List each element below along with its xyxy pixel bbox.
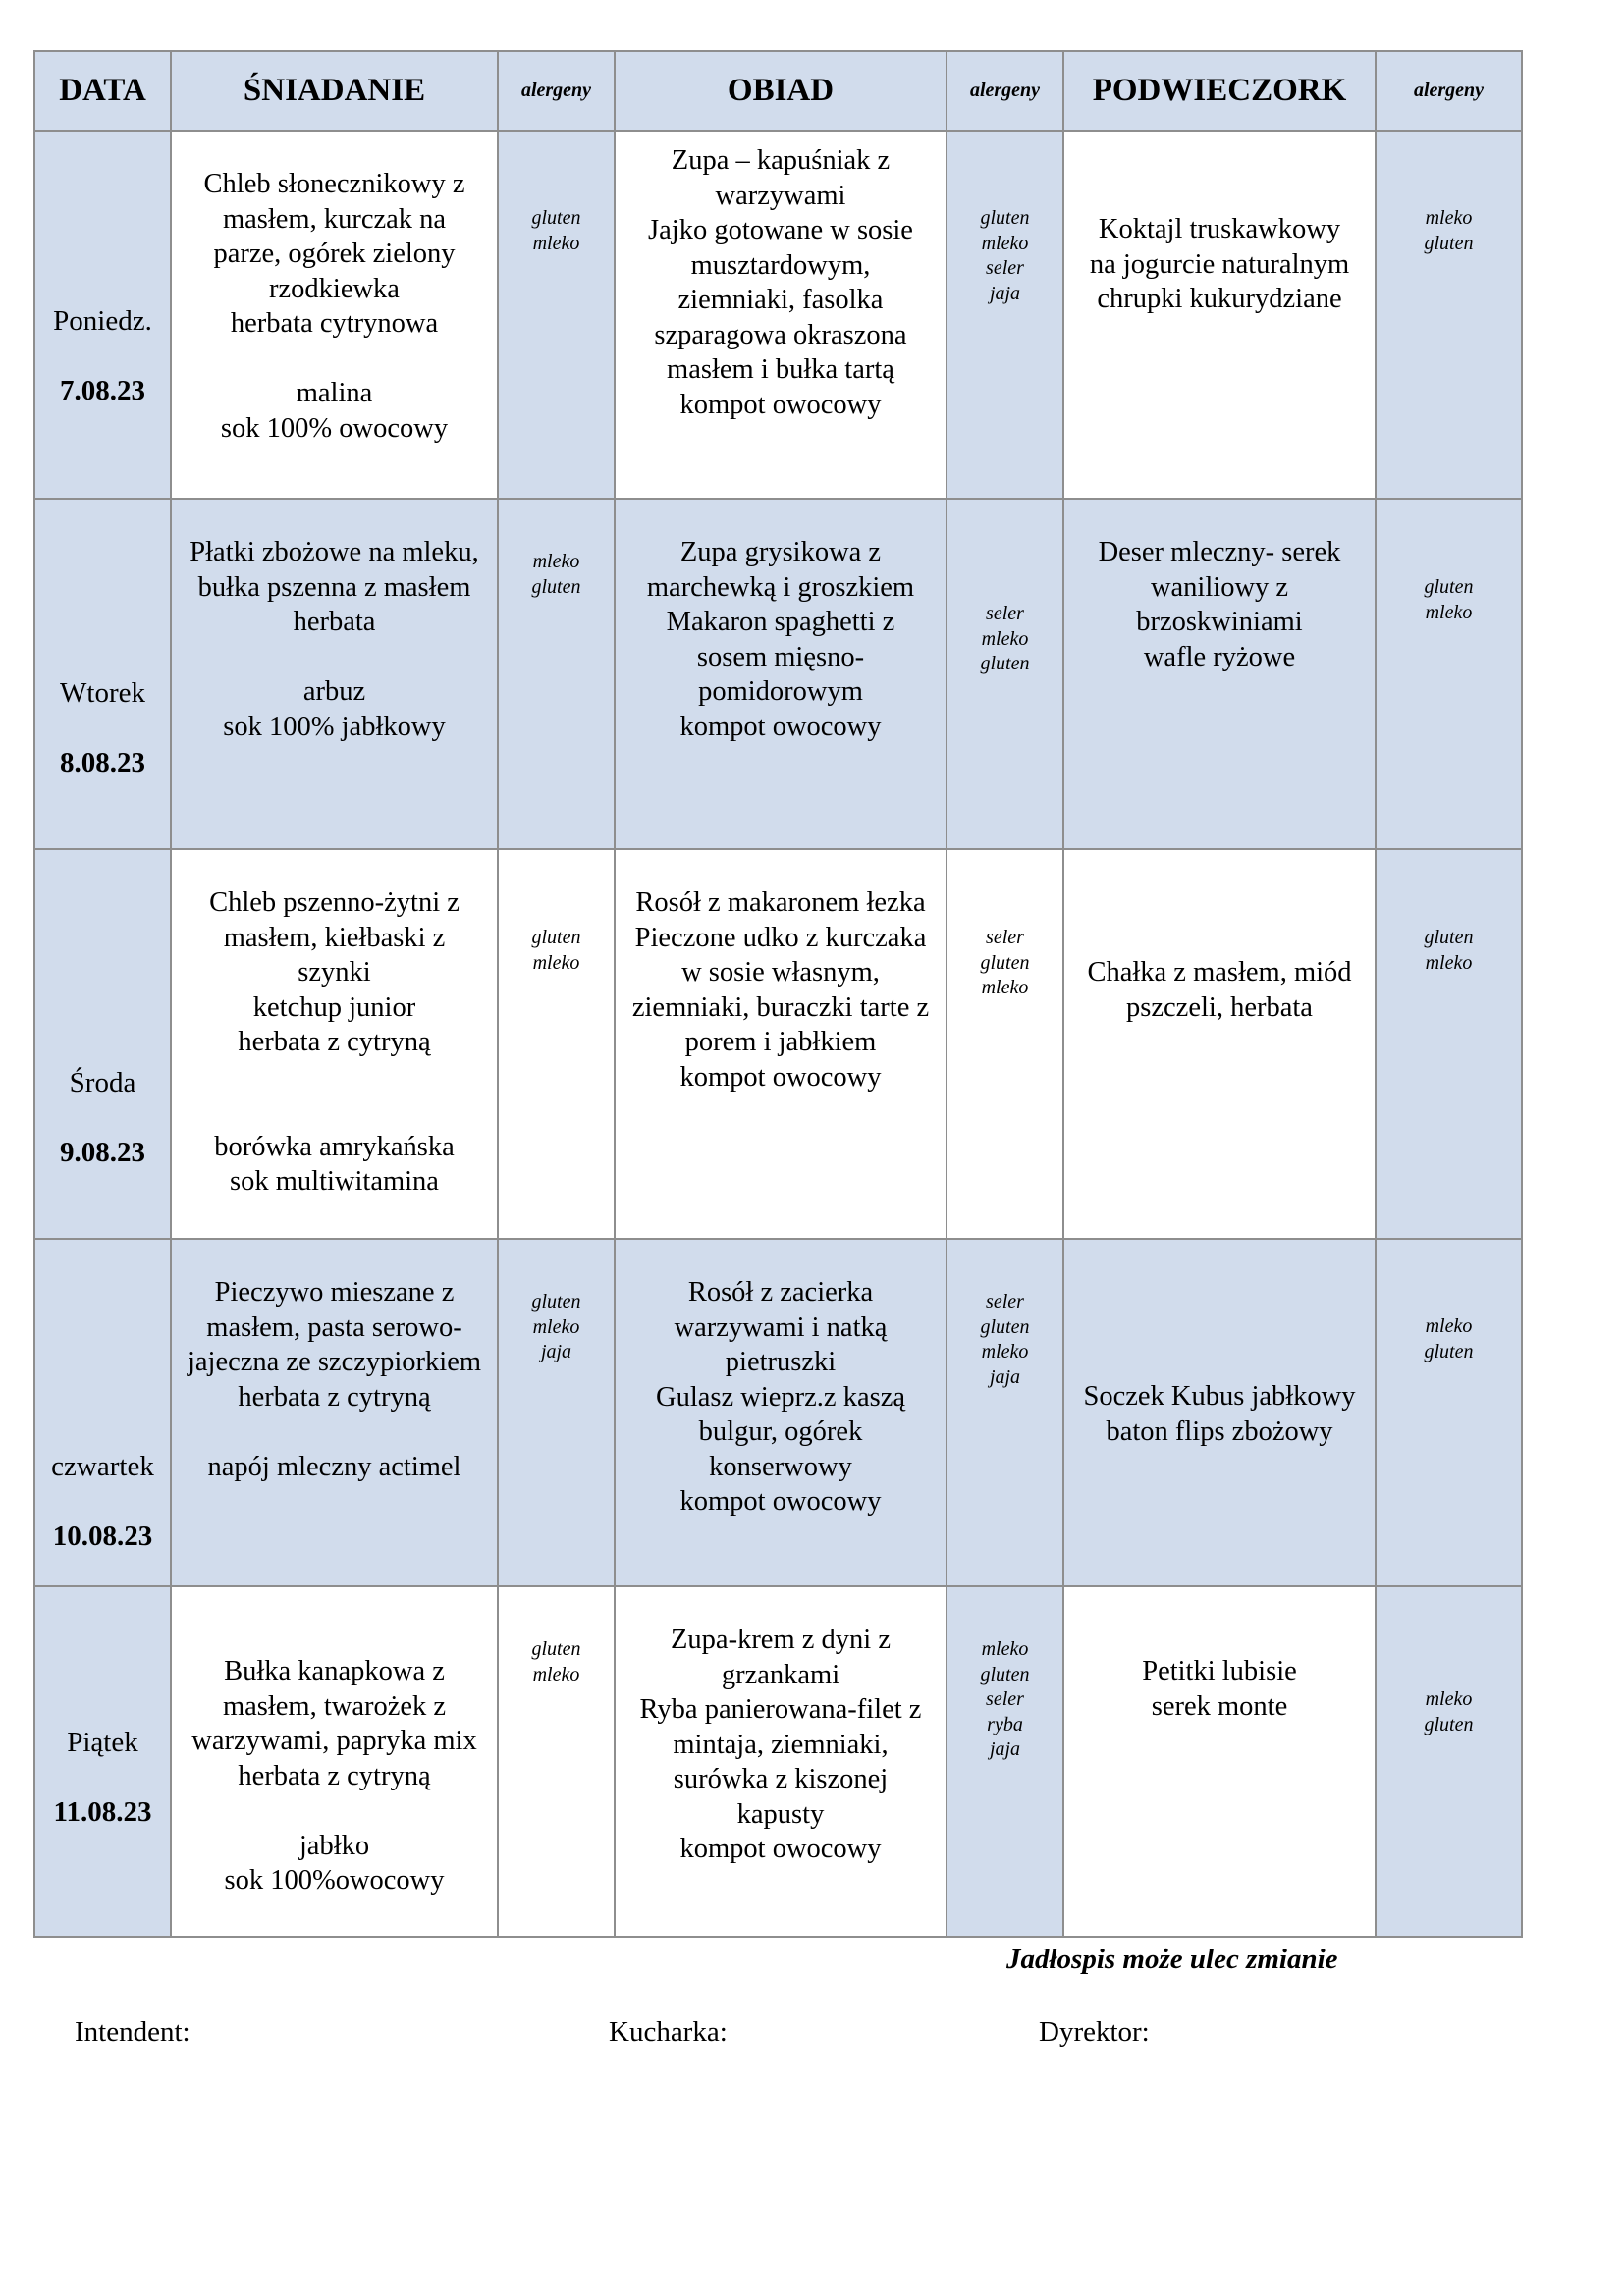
date-cell xyxy=(34,849,171,1239)
lunch-cell xyxy=(615,1586,947,1937)
lunch-allergens-cell xyxy=(947,1239,1063,1586)
lunch-allergens: seler mleko gluten xyxy=(980,603,1030,674)
change-notice: Jadłospis może ulec zmianie xyxy=(1006,1944,1338,1975)
header-breakfast-allergens: alergeny xyxy=(498,51,615,131)
snack-allergens: gluten mleko xyxy=(1424,927,1474,974)
lunch-allergens-cell xyxy=(947,131,1063,499)
breakfast-allergens-cell xyxy=(498,499,615,849)
snack-allergens-cell xyxy=(1376,499,1522,849)
lunch-allergens-cell xyxy=(947,1586,1063,1937)
signature-dyrektor: Dyrektor: xyxy=(1039,2016,1150,2048)
header-breakfast: ŚNIADANIE xyxy=(171,51,498,131)
header-lunch: OBIAD xyxy=(615,51,947,131)
day-name: Piątek xyxy=(67,1726,138,1758)
signature-kucharka: Kucharka: xyxy=(609,2016,728,2048)
header-data: DATA xyxy=(34,51,171,131)
snack-allergens-cell xyxy=(1376,131,1522,499)
lunch-allergens: seler gluten mleko jaja xyxy=(980,1291,1030,1388)
table-row-wednesday xyxy=(34,849,1522,1239)
breakfast-allergens-cell xyxy=(498,1239,615,1586)
snack-allergens: mleko gluten xyxy=(1424,1315,1474,1362)
breakfast-text: Bułka kanapkowa z masłem, twarożek z warzywami, papryka mix herbata z cytryną jabłko sok 100%owocowy xyxy=(191,1656,477,1896)
header-snack-allergens: alergeny xyxy=(1376,51,1522,131)
lunch-cell xyxy=(615,1239,947,1586)
breakfast-allergens-cell xyxy=(498,1586,615,1937)
snack-cell xyxy=(1063,131,1376,499)
lunch-allergens: seler gluten mleko xyxy=(980,927,1030,998)
breakfast-text: Pieczywo mieszane z masłem, pasta serowo- jajeczna ze szczypiorkiem herbata z cytryną napój mleczny actimel xyxy=(187,1277,482,1482)
day-date: 10.08.23 xyxy=(52,1521,153,1552)
date-cell xyxy=(34,1239,171,1586)
snack-allergens-cell xyxy=(1376,1586,1522,1937)
date-cell xyxy=(34,131,171,499)
signature-intendent: Intendent: xyxy=(75,2016,190,2048)
table-row-thursday xyxy=(34,1239,1522,1586)
header-lunch-allergens: alergeny xyxy=(947,51,1063,131)
day-name: czwartek xyxy=(51,1450,154,1482)
lunch-text: Zupa-krem z dyni z grzankami Ryba panierowana-filet z mintaja, ziemniaki, surówka z kiszonej kapusty kompot owocowy xyxy=(639,1625,922,1864)
date-cell xyxy=(34,1586,171,1937)
snack-allergens: mleko gluten xyxy=(1424,207,1474,254)
snack-allergens-cell xyxy=(1376,849,1522,1239)
breakfast-text: Płatki zbożowe na mleku, bułka pszenna z masłem herbata arbuz sok 100% jabłkowy xyxy=(189,537,479,742)
snack-text: Chałka z masłem, miód pszczeli, herbata xyxy=(1087,957,1352,1023)
breakfast-cell xyxy=(171,131,498,499)
snack-text: Koktajl truskawkowy na jogurcie naturalnym chrupki kukurydziane xyxy=(1089,214,1350,314)
snack-text: Petitki lubisie serek monte xyxy=(1142,1656,1297,1722)
snack-text: Soczek Kubus jabłkowy baton flips zbożowy xyxy=(1083,1381,1356,1447)
header-row xyxy=(34,51,1522,131)
breakfast-cell xyxy=(171,1239,498,1586)
breakfast-allergens: gluten mleko xyxy=(531,927,581,974)
snack-text: Deser mleczny- serek waniliowy z brzoskwiniami wafle ryżowe xyxy=(1098,537,1341,672)
lunch-cell xyxy=(615,499,947,849)
breakfast-allergens: gluten mleko xyxy=(531,207,581,254)
breakfast-cell xyxy=(171,849,498,1239)
snack-allergens-cell xyxy=(1376,1239,1522,1586)
snack-cell xyxy=(1063,1586,1376,1937)
header-snack: PODWIECZORK xyxy=(1063,51,1376,131)
breakfast-text: Chleb pszenno-żytni z masłem, kiełbaski z szynki ketchup junior herbata z cytryną borówka amrykańska sok multiwitamina xyxy=(209,887,460,1197)
snack-cell xyxy=(1063,499,1376,849)
day-name: Poniedz. xyxy=(53,304,152,337)
snack-allergens: gluten mleko xyxy=(1424,576,1474,623)
lunch-allergens-cell xyxy=(947,499,1063,849)
lunch-cell xyxy=(615,131,947,499)
breakfast-cell xyxy=(171,1586,498,1937)
breakfast-allergens: gluten mleko jaja xyxy=(531,1291,581,1362)
breakfast-cell xyxy=(171,499,498,849)
snack-cell xyxy=(1063,1239,1376,1586)
table-row-friday xyxy=(34,1586,1522,1937)
day-date: 7.08.23 xyxy=(60,375,145,406)
lunch-allergens: mleko gluten seler ryba jaja xyxy=(980,1638,1030,1760)
table-row-tuesday xyxy=(34,499,1522,849)
lunch-text: Rosół z makaronem łezka Pieczone udko z kurczaka w sosie własnym, ziemniaki, buraczki tarte z porem i jabłkiem kompot owocowy xyxy=(631,887,930,1093)
day-name: Środa xyxy=(69,1066,136,1098)
breakfast-allergens: gluten mleko xyxy=(531,1638,581,1685)
snack-allergens: mleko gluten xyxy=(1424,1688,1474,1735)
lunch-cell xyxy=(615,849,947,1239)
lunch-allergens-cell xyxy=(947,849,1063,1239)
day-date: 8.08.23 xyxy=(60,747,145,778)
lunch-text: Zupa grysikowa z marchewką i groszkiem Makaron spaghetti z sosem mięsno- pomidorowym kompot owocowy xyxy=(646,537,915,742)
lunch-text: Rosół z zacierka warzywami i natką pietruszki Gulasz wieprz.z kaszą bulgur, ogórek konserwowy kompot owocowy xyxy=(656,1277,905,1517)
menu-table xyxy=(33,50,1523,1938)
breakfast-text: Chleb słonecznikowy z masłem, kurczak na parze, ogórek zielony rzodkiewka herbata cytrynowa malina sok 100% owocowy xyxy=(203,169,465,444)
date-cell xyxy=(34,499,171,849)
day-date: 9.08.23 xyxy=(60,1137,145,1168)
breakfast-allergens-cell xyxy=(498,849,615,1239)
day-name: Wtorek xyxy=(60,676,145,709)
lunch-text: Zupa – kapuśniak z warzywami Jajko gotowane w sosie musztardowym, ziemniaki, fasolka szparagowa okraszona masłem i bułka tartą kompot owocowy xyxy=(648,145,913,420)
snack-cell xyxy=(1063,849,1376,1239)
lunch-allergens: gluten mleko seler jaja xyxy=(980,207,1030,304)
table-row-monday xyxy=(34,131,1522,499)
day-date: 11.08.23 xyxy=(53,1796,152,1828)
breakfast-allergens: mleko gluten xyxy=(531,551,581,598)
breakfast-allergens-cell xyxy=(498,131,615,499)
